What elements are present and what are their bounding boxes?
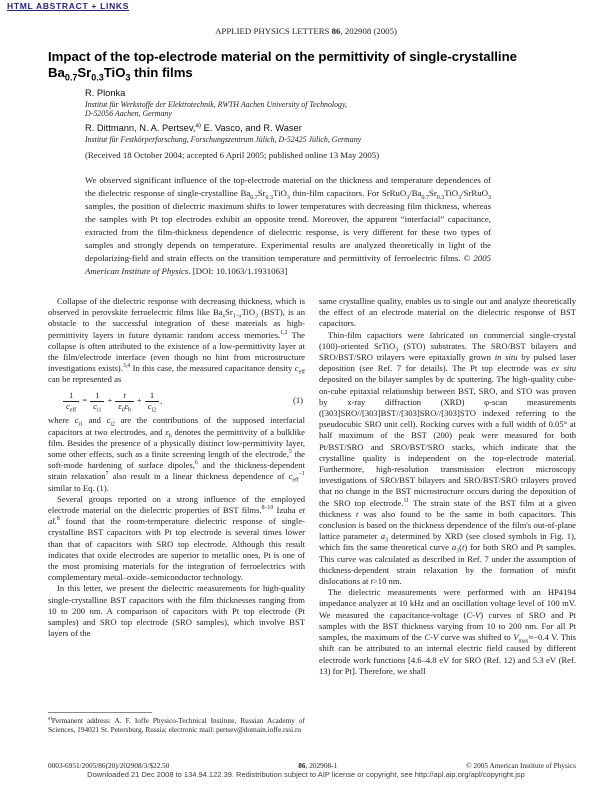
abstract: We observed significant influence of the top-electrode material on the thickness and temperature dependences of the dielectric response of single-crystalline $Ba_{0.7}Sr_{0.3}TiO_3$ thin-film capacitors. For $SrRuO_3/Ba_{0.7}Sr_{0.3}TiO_3/SrRuO_3$ samples, the position of dielectric maximum shifts to lower temperatures with decreasing film thickness, whereas the samples with Pt top electrodes exhibit an opposite trend. Moreover, the apparent “interfacial” capacitance, extracted from the film-thickness dependence of dielectric response, is very different for these two types of samples and strongly depends on temperature. Experimental results are analyzed theoretically in light of the depolarizing-field and strain effects on the transition temperature and permittivity of ferroelectric films. © 2005 American Institute of Physics. [DOI: 10.1063/1.1931063] [85, 175, 491, 277]
received-line: (Received 18 October 2004; accepted 6 April 2005; published online 13 May 2005) [85, 150, 380, 161]
page-title: Impact of the top-electrode material on the permittivity of single-crystalline $Ba_{0.7}Sr_{0.3}TiO_3$ thin films [48, 49, 517, 83]
footnote-divider [48, 712, 152, 713]
paragraph-several-groups: Several groups reported on a strong influence of the employed electrode material on the dielectric properties of BST films.$^{8-10}$ Izuha et al.$^8$ found that the room-temperature dielectric response of single-crystalline BST capacitors with Pt top electrode is several times lower than that of capacitors with SRO top electrode. Although this result indicates that oxide electrodes are superior to metallic ones, Pt is one of the most promising materials for the integration of ferroelectrics with complementary metal–oxide–semiconductor technology. [48, 493, 306, 583]
paragraph-where: where $c_{i1}$ and $c_{i2}$ are the contributions of the supposed interfacial capacitors at two electrodes, and $\varepsilon_b$ denotes the permittivity of a bulklike film. Besides the presence of a physically distinct low-permittivity layer, some other effects, such as a finite screening length of the electrode,$^5$ the soft-mode hardening of surface dipoles,$^6$ and the thickness-dependent strain relaxation$^7$ also result in a linear thickness dependence of $c_{eff}^{-1}$ similar to Eq. (1). [48, 415, 305, 493]
journal-footer [48, 761, 576, 770]
footer-copyright: © 2005 American Institute of Physics [466, 761, 576, 770]
column-right [319, 296, 576, 677]
paragraph-same-crystalline: same crystalline quality, enables us to single out and analyze theoretically the effect of an electrode material on the dielectric response of BST capacitors. [319, 296, 576, 329]
byline-block [48, 88, 576, 160]
author-names-1: R. Plonka [85, 88, 126, 98]
author-names-2: R. Dittmann, N. A. Pertsev,$^{a)}$ E. Vasco, and R. Waser [85, 121, 302, 133]
download-notice: Downloaded 21 Dec 2008 to 134.94.122.39. Redistribution subject to AIP license or copyright, see http://apl.aip.org/apl/copyright.jsp [87, 770, 525, 779]
author-affiliation-2: Institut für Festkörperforschung, Forschungszentrum Jülich, D-52425 Jülich, Germany [85, 134, 362, 144]
journal-header: APPLIED PHYSICS LETTERS 86, 202908 (2005) [215, 26, 397, 36]
footer-issn: 0003-6951/2005/86(20)/202908/3/$22.50 [48, 761, 170, 770]
article-header [48, 49, 576, 278]
paragraph-thin-film-capacitors: Thin-film capacitors were fabricated on commercial single-crystal (100)-oriented SrTiO$_3$ (STO) substrates. The SRO/BST bilayers and SRO/BST/SRO trilayers were epitaxially grown in situ by pulsed laser deposition (see Ref. 7 for details). The Pt top electrode was ex situ deposited on the bilayer samples by dc sputtering. The high-quality cube-on-cube epitaxial relationship between BST, SRO, and STO was proven by x-ray diffraction (XRD) φ-scan measurements ([303]SRO//[303]BST//[303]SRO//[303]STO indexed referring to the pseudocubic SRO unit cell). Rocking curves with a full width of 0.05° at half maximum of the BST (200) peak were measured for both Pt/BST/SRO and SRO/BST/SRO stacks, which indicate that the crystalline quality is independent on the top-electrode material. Furthermore, high-resolution transmission electron microscopy investigations of SRO/BST bilayers and SRO/BST/SRO trilayers proved that no change in the BST microstructure occurs during the deposition of the SRO top electrode.$^{11}$ The strain state of the BST film at a given thickness t was also found to be the same in both capacitors. This conclusion is based on the thickness dependence of the film's out-of-plane lattice parameter $a_3$ determined by XRD (see closed symbols in Fig. 1), which fits the same theoretical curve $a_3(t)$ for both SRO and Pt samples. This curve was calculated as described in Ref. 7 under the assumption of thickness-dependent strain relaxation by the formation of misfit dislocations at t>10 nm. [319, 329, 577, 587]
equation-1 [48, 391, 305, 412]
author-affiliation-1: Institut für Werkstoffe der Elektrotechnik, RWTH Aachen University of Technology, D-52056 Aachen, Germany [85, 100, 348, 119]
equation-1-label: (1) [292, 395, 303, 406]
footer-page-id: 86, 202908-1 [298, 761, 338, 770]
html-abstract-links-link[interactable]: HTML ABSTRACT + LINKS [7, 1, 130, 11]
paragraph-collapse: Collapse of the dielectric response with decreasing thickness, which is observed in perovskite ferroelectric films like $Ba_xSr_{1-x}TiO_3$ (BST), is an obstacle to the successful integration of these materials as high-permittivity layers in future dynamic random access memories.$^{1,2}$ The collapse is often attributed to the existence of a low-permittivity layer at the film/electrode interface (even though no hint from microstructure investigations exists).$^{3,4}$ In this case, the measured capacitance density $c_{eff}$ can be represented as [48, 296, 306, 385]
footnote-permanent-address: $^{a)}$Permanent address: A. F. Ioffe Physico-Technical Institute, Russian Academy of Sciences, 194021 St. Petersburg, Russia; electronic mail: pertsev@domain.ioffe.rssi.ru [48, 716, 305, 735]
paragraph-dielectric-measurements: The dielectric measurements were performed with an HP4194 impedance analyzer at 10 kHz and an oscillation voltage level of 100 mV. We measured the capacitance-voltage (C-V) curves of SRO and Pt samples with the BST thickness varying from 10 to 200 nm. For all Pt samples, the maximum of the C-V curve was shifted to $V_{max}\approx-0.4$ V. This shift can be attributed to an internal electric field caused by different electrode work functions [4.6–4.8 eV for SRO (Ref. 12) and 5.3 eV (Ref. 13) for Pt]. Therefore, we shall [319, 587, 576, 676]
paragraph-in-this-letter: In this letter, we present the dielectric measurements for high-quality single-crystalline BST capacitors with the film thicknesses ranging from 10 to 200 nm. A comparison of capacitors with Pt top electrode (Pt samples) and SRO top electrode (SRO samples), which involve BST layers of the [48, 583, 305, 639]
footnote-block [48, 712, 305, 734]
column-left [48, 296, 305, 639]
equation-1-body: $\frac{1}{c_{eff}}$ = $\frac{1}{c_{i1}}$ + $\frac{t}{\varepsilon_0\varepsilon_b}$ + $\frac{1}{c_{i2}}$ , [48, 391, 293, 412]
